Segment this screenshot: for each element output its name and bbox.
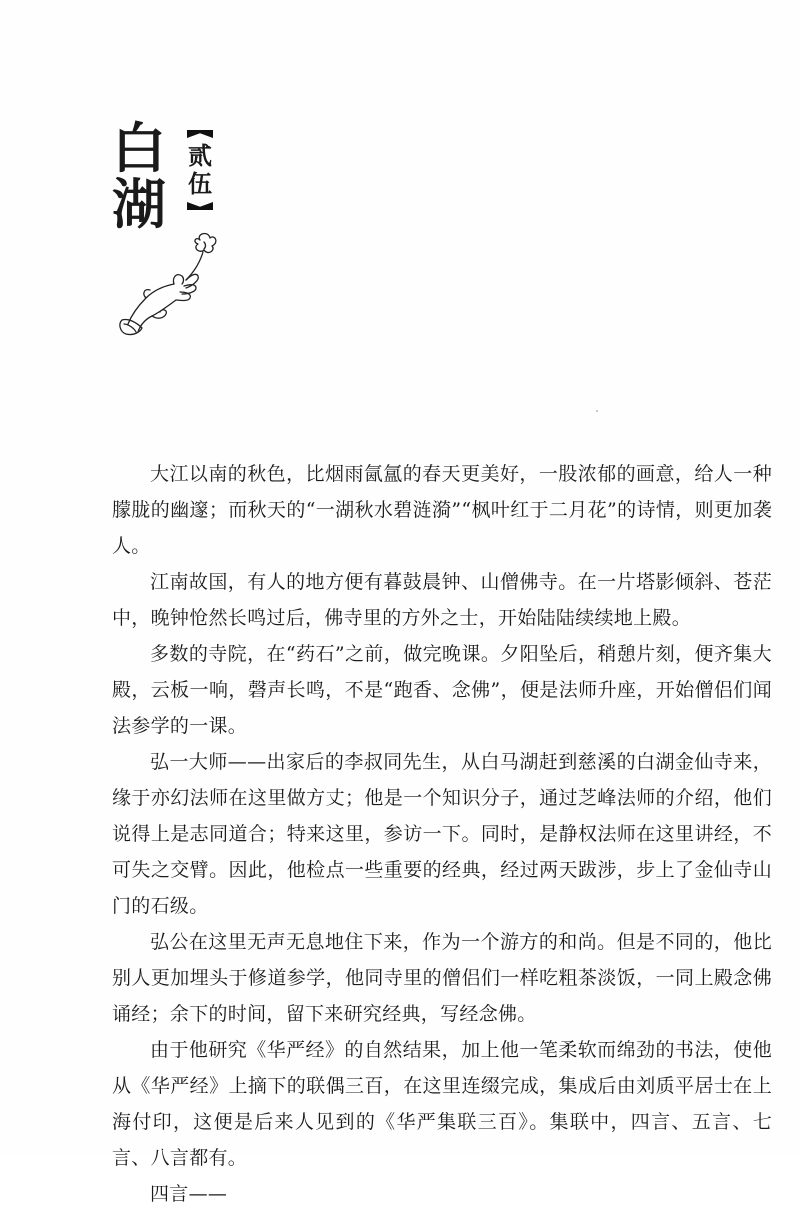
paragraph: 多数的寺院，在“药石”之前，做完晚课。夕阳坠后，稍憩片刻，便齐集大殿，云板一响，磬声长鸣，不是“跑香、念佛”，便是法师升座，开始僧侣们闻法参学的一课。 <box>112 643 772 737</box>
chapter-number-char-2: 伍 <box>188 169 212 198</box>
chapter-title-line-2: 湖 <box>112 172 166 236</box>
hand-holding-lotus-icon <box>112 228 222 338</box>
body-text <box>112 456 772 1212</box>
margin-dot <box>596 410 598 412</box>
paragraph: 江南故国，有人的地方便有暮鼓晨钟、山僧佛寺。在一片塔影倾斜、苍茫中，晚钟怆然长鸣过后，佛寺里的方外之士，开始陆陆续续地上殿。 <box>112 571 772 629</box>
bracket-bottom-icon <box>187 202 213 210</box>
paragraph: 四言—— <box>150 1183 228 1205</box>
paragraph: 由于他研究《华严经》的自然结果，加上他一笔柔软而绵劲的书法，使他从《华严经》上摘下的联偶三百，在这里连缀完成，集成后由刘质平居士在上海付印，这便是后来人见到的《华严集联三百》。集联中，四言、五言、七言、八言都有。 <box>112 1039 772 1169</box>
paragraph: 弘一大师——出家后的李叔同先生，从白马湖赶到慈溪的白湖金仙寺来，缘于亦幻法师在这里做方丈；他是一个知识分子，通过芝峰法师的介绍，他们说得上是志同道合；特来这里，参访一下。同时，是静权法师在这里讲经，不可失之交臂。因此，他检点一些重要的经典，经过两天跋涉，步上了金仙寺山门的石级。 <box>112 751 772 917</box>
chapter-title <box>112 116 172 236</box>
chapter-heading <box>112 116 232 240</box>
chapter-number <box>180 130 220 210</box>
bracket-top-icon <box>187 130 213 138</box>
paragraph: 大江以南的秋色，比烟雨氤氲的春天更美好，一股浓郁的画意，给人一种朦胧的幽邃；而秋天的“一湖秋水碧涟漪”“枫叶红于二月花”的诗情，则更加袭人。 <box>112 463 772 557</box>
chapter-title-line-1: 白 <box>112 116 166 180</box>
paragraph: 弘公在这里无声无息地住下来，作为一个游方的和尚。但是不同的，他比别人更加埋头于修道参学，他同寺里的僧侣们一样吃粗茶淡饭，一同上殿念佛诵经；余下的时间，留下来研究经典，写经念佛。 <box>112 931 772 1025</box>
chapter-number-char-1: 贰 <box>188 141 212 170</box>
